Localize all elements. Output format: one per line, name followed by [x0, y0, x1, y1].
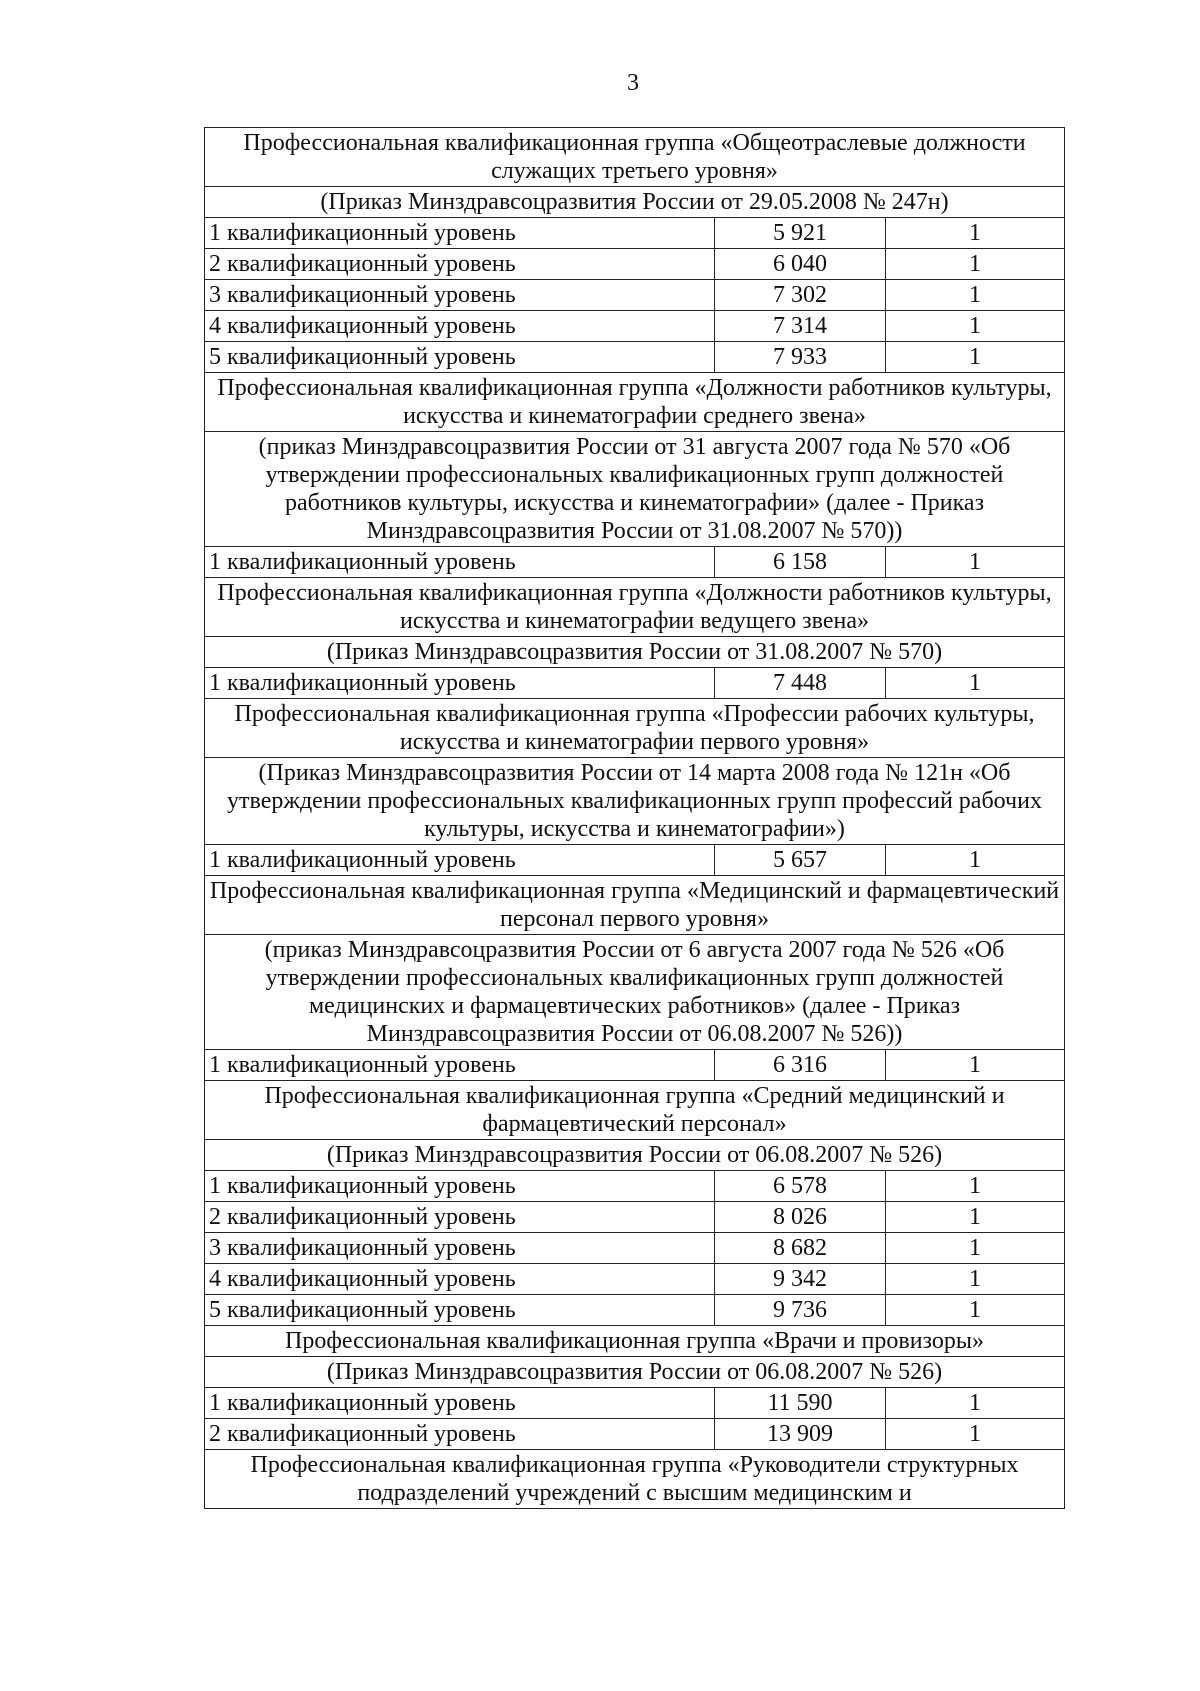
level-label: 2 квалификационный уровень — [205, 1202, 715, 1233]
group-header-row — [205, 1357, 1065, 1388]
coefficient-value: 1 — [886, 311, 1065, 342]
salary-value: 7 314 — [715, 311, 886, 342]
level-label: 2 квалификационный уровень — [205, 249, 715, 280]
group-header-text: (Приказ Минздравсоцразвития России от 14 марта 2008 года № 121н «Об утверждении профессиональных квалификационных групп профессий рабочих культуры, искусства и кинематографии») — [205, 758, 1065, 845]
group-header-text: Профессиональная квалификационная группа «Врачи и провизоры» — [205, 1326, 1065, 1357]
coefficient-value: 1 — [886, 249, 1065, 280]
coefficient-value: 1 — [886, 547, 1065, 578]
level-row — [205, 342, 1065, 373]
level-row — [205, 280, 1065, 311]
level-label: 3 квалификационный уровень — [205, 1233, 715, 1264]
coefficient-value: 1 — [886, 218, 1065, 249]
level-label: 1 квалификационный уровень — [205, 845, 715, 876]
group-header-text: (Приказ Минздравсоцразвития России от 06.08.2007 № 526) — [205, 1357, 1065, 1388]
salary-value: 7 448 — [715, 668, 886, 699]
level-row — [205, 668, 1065, 699]
coefficient-value: 1 — [886, 1233, 1065, 1264]
salary-value: 6 316 — [715, 1050, 886, 1081]
salary-value: 9 736 — [715, 1295, 886, 1326]
group-header-row — [205, 1081, 1065, 1140]
group-header-row — [205, 1326, 1065, 1357]
coefficient-value: 1 — [886, 1264, 1065, 1295]
level-row — [205, 845, 1065, 876]
coefficient-value: 1 — [886, 1050, 1065, 1081]
group-header-text: Профессиональная квалификационная группа «Профессии рабочих культуры, искусства и кинематографии первого уровня» — [205, 699, 1065, 758]
level-label: 1 квалификационный уровень — [205, 668, 715, 699]
group-header-text: Профессиональная квалификационная группа «Должности работников культуры, искусства и кинематографии среднего звена» — [205, 373, 1065, 432]
coefficient-value: 1 — [886, 342, 1065, 373]
level-label: 5 квалификационный уровень — [205, 342, 715, 373]
group-header-text: (Приказ Минздравсоцразвития России от 31.08.2007 № 570) — [205, 637, 1065, 668]
group-header-row — [205, 373, 1065, 432]
group-header-row — [205, 578, 1065, 637]
group-header-text: (приказ Минздравсоцразвития России от 31 августа 2007 года № 570 «Об утверждении профессиональных квалификационных групп должностей работников культуры, искусства и кинематографии» (далее - Приказ Минздравсоцразвития России от 31.08.2007 № 570)) — [205, 432, 1065, 547]
group-header-text: Профессиональная квалификационная группа «Общеотраслевые должности служащих третьего уровня» — [205, 128, 1065, 187]
salary-value: 13 909 — [715, 1419, 886, 1450]
group-header-row — [205, 758, 1065, 845]
level-row — [205, 249, 1065, 280]
coefficient-value: 1 — [886, 1295, 1065, 1326]
level-label: 4 квалификационный уровень — [205, 1264, 715, 1295]
level-row — [205, 1171, 1065, 1202]
group-header-text: (приказ Минздравсоцразвития России от 6 августа 2007 года № 526 «Об утверждении профессиональных квалификационных групп должностей медицинских и фармацевтических работников» (далее - Приказ Минздравсоцразвития России от 06.08.2007 № 526)) — [205, 935, 1065, 1050]
group-header-row — [205, 432, 1065, 547]
salary-value: 9 342 — [715, 1264, 886, 1295]
group-header-text: (Приказ Минздравсоцразвития России от 06.08.2007 № 526) — [205, 1140, 1065, 1171]
level-label: 4 квалификационный уровень — [205, 311, 715, 342]
salary-value: 6 578 — [715, 1171, 886, 1202]
level-row — [205, 1233, 1065, 1264]
coefficient-value: 1 — [886, 1419, 1065, 1450]
level-row — [205, 1050, 1065, 1081]
salary-table-body — [205, 128, 1065, 1509]
level-label: 5 квалификационный уровень — [205, 1295, 715, 1326]
level-label: 1 квалификационный уровень — [205, 1171, 715, 1202]
level-row — [205, 1388, 1065, 1419]
level-row — [205, 311, 1065, 342]
salary-value: 8 026 — [715, 1202, 886, 1233]
level-row — [205, 547, 1065, 578]
level-label: 1 квалификационный уровень — [205, 1388, 715, 1419]
group-header-text: (Приказ Минздравсоцразвития России от 29.05.2008 № 247н) — [205, 187, 1065, 218]
salary-value: 6 158 — [715, 547, 886, 578]
page-number: 3 — [627, 70, 639, 96]
group-header-row — [205, 128, 1065, 187]
group-header-row — [205, 637, 1065, 668]
group-header-row — [205, 699, 1065, 758]
group-header-row — [205, 1140, 1065, 1171]
salary-value: 7 933 — [715, 342, 886, 373]
group-header-row — [205, 187, 1065, 218]
level-label: 1 квалификационный уровень — [205, 1050, 715, 1081]
coefficient-value: 1 — [886, 845, 1065, 876]
level-label: 3 квалификационный уровень — [205, 280, 715, 311]
group-header-text: Профессиональная квалификационная группа «Должности работников культуры, искусства и кинематографии ведущего звена» — [205, 578, 1065, 637]
level-row — [205, 1419, 1065, 1450]
coefficient-value: 1 — [886, 1388, 1065, 1419]
level-row — [205, 1264, 1065, 1295]
group-header-row — [205, 935, 1065, 1050]
group-header-row — [205, 876, 1065, 935]
level-label: 2 квалификационный уровень — [205, 1419, 715, 1450]
group-header-text: Профессиональная квалификационная группа «Медицинский и фармацевтический персонал первого уровня» — [205, 876, 1065, 935]
coefficient-value: 1 — [886, 280, 1065, 311]
salary-value: 6 040 — [715, 249, 886, 280]
group-header-text: Профессиональная квалификационная группа «Руководители структурных подразделений учреждений с высшим медицинским и — [205, 1450, 1065, 1509]
coefficient-value: 1 — [886, 668, 1065, 699]
level-row — [205, 1202, 1065, 1233]
group-header-text: Профессиональная квалификационная группа «Средний медицинский и фармацевтический персонал» — [205, 1081, 1065, 1140]
salary-value: 7 302 — [715, 280, 886, 311]
coefficient-value: 1 — [886, 1202, 1065, 1233]
salary-table — [204, 127, 1065, 1509]
salary-value: 5 921 — [715, 218, 886, 249]
level-row — [205, 218, 1065, 249]
level-label: 1 квалификационный уровень — [205, 547, 715, 578]
salary-value: 8 682 — [715, 1233, 886, 1264]
salary-value: 11 590 — [715, 1388, 886, 1419]
salary-value: 5 657 — [715, 845, 886, 876]
level-row — [205, 1295, 1065, 1326]
level-label: 1 квалификационный уровень — [205, 218, 715, 249]
group-header-row — [205, 1450, 1065, 1509]
coefficient-value: 1 — [886, 1171, 1065, 1202]
